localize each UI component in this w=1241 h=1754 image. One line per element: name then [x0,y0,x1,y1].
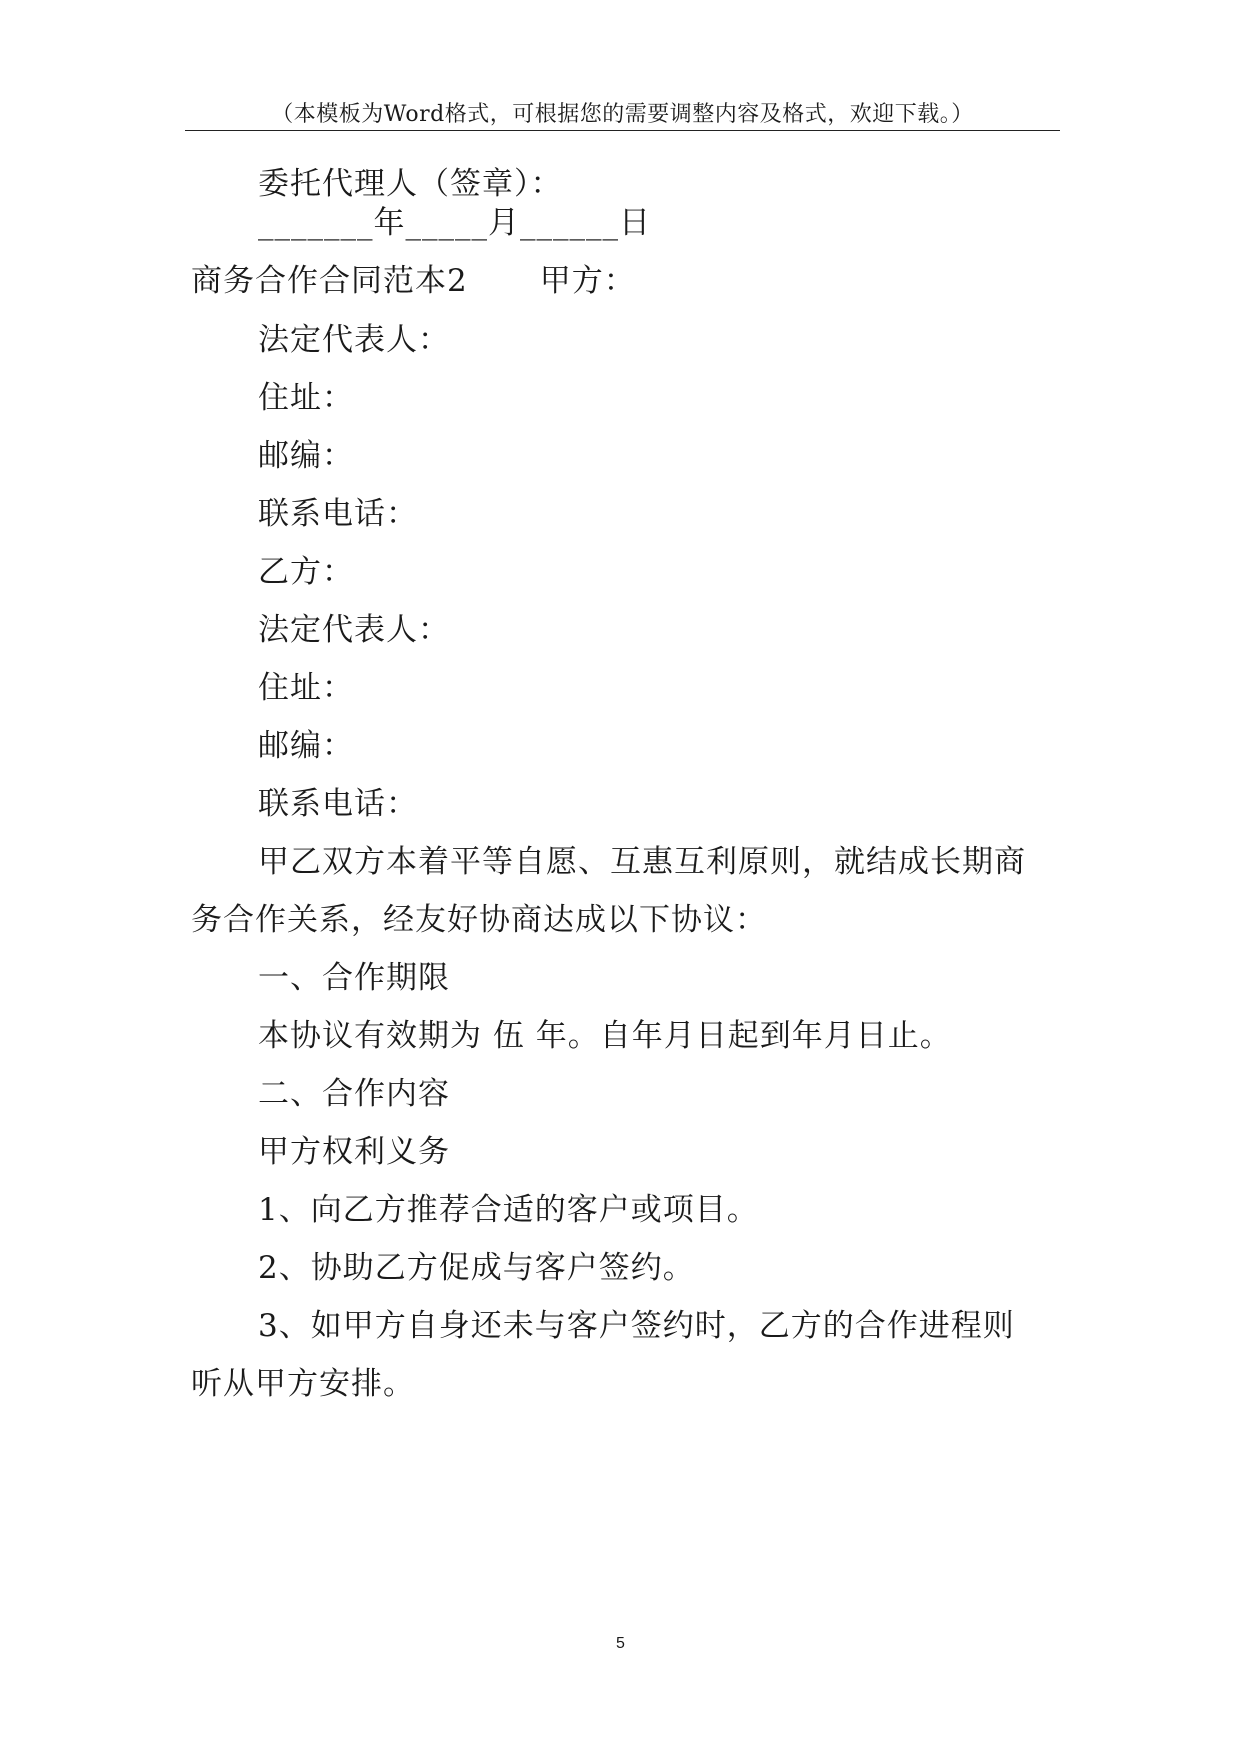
header-divider [185,130,1060,131]
party-a-duties-heading: 甲方权利义务 [258,1134,450,1170]
party-a-address: 住址： [258,380,354,416]
duty-item-2: 2、协助乙方促成与客户签约。 [258,1250,695,1286]
agent-signature-line: 委托代理人（签章）： [258,166,563,202]
party-a-legal-rep: 法定代表人： [258,322,450,358]
party-b-phone: 联系电话： [258,786,418,822]
section-title-line [191,261,636,301]
party-b-label: 乙方： [258,554,354,590]
duty-item-3-line-2: 听从甲方安排。 [191,1366,415,1402]
clause-2-heading: 二、合作内容 [258,1076,450,1112]
section-title: 商务合作合同范本2 [191,263,468,299]
duty-item-3-line-1: 3、如甲方自身还未与客户签约时，乙方的合作进程则 [258,1308,1015,1344]
preamble-line-2: 务合作关系，经友好协商达成以下协议： [191,902,767,938]
date-blank-line: _______年_____月______日 [258,205,651,241]
header-note: （本模板为Word格式，可根据您的需要调整内容及格式，欢迎下载。） [271,102,974,127]
page-number: 5 [616,1635,625,1652]
party-b-address: 住址： [258,670,354,706]
preamble-line-1: 甲乙双方本着平等自愿、互惠互利原则，就结成长期商 [258,844,1026,880]
clause-1-text: 本协议有效期为 伍 年。自年月日起到年月日止。 [258,1018,952,1054]
party-a-label: 甲方： [539,263,636,299]
clause-1-heading: 一、合作期限 [258,960,450,996]
duty-item-1: 1、向乙方推荐合适的客户或项目。 [258,1192,759,1228]
party-b-postcode: 邮编： [258,728,354,764]
party-b-legal-rep: 法定代表人： [258,612,450,648]
party-a-postcode: 邮编： [258,438,354,474]
party-a-phone: 联系电话： [258,496,418,532]
